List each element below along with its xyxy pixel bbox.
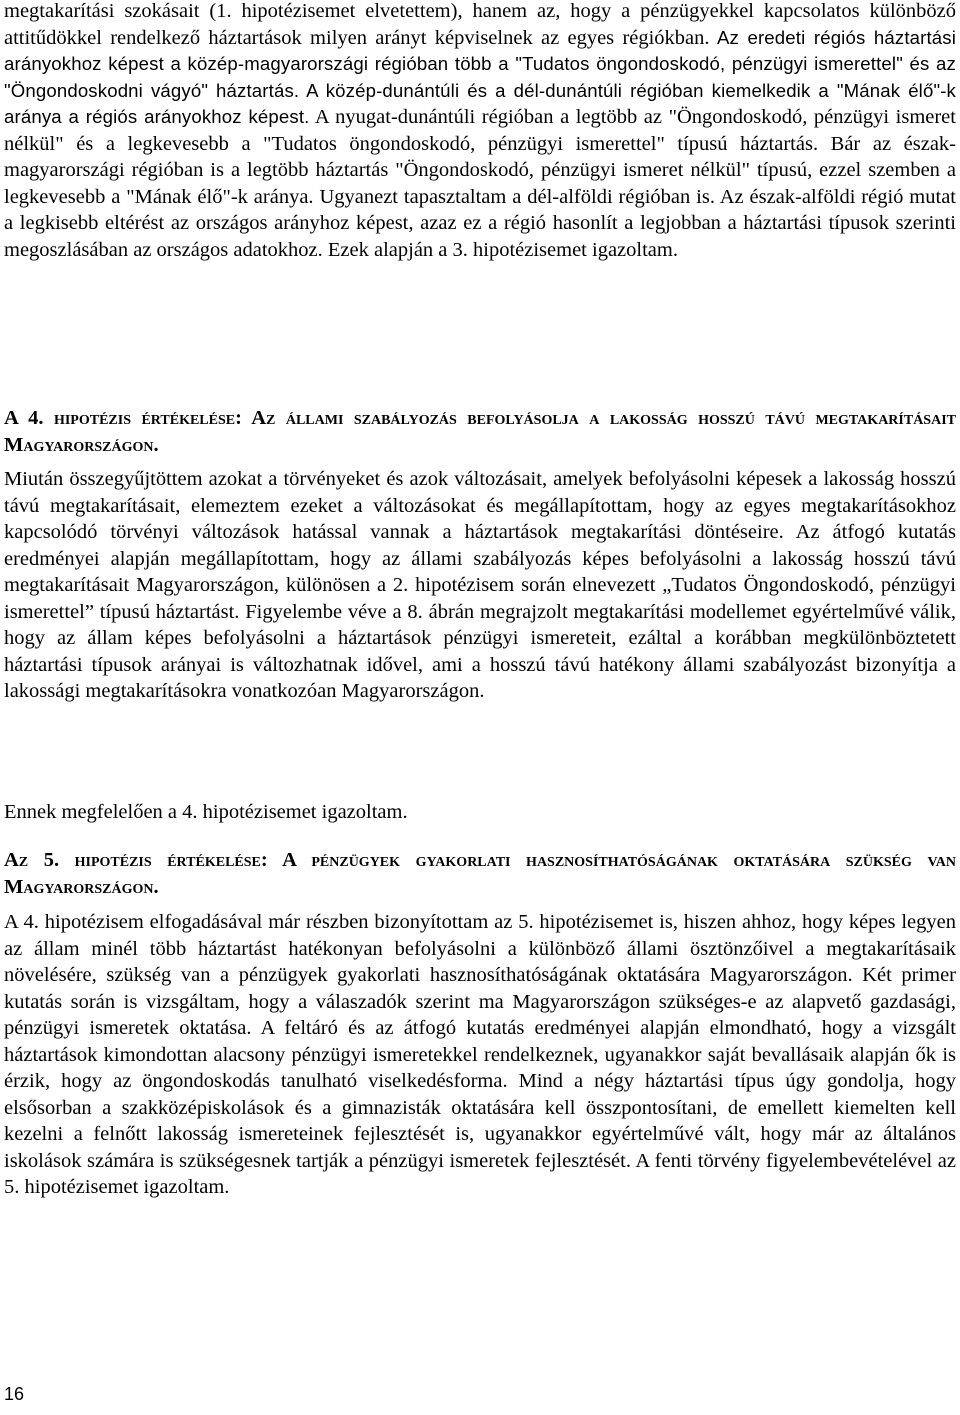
paragraph-hypothesis-4-evaluation: Miután összegyűjtöttem azokat a törvényeket és azok változásait, amelyek befolyásolni képesek a lakosság hosszú távú megtakarításait, elemeztem ezeket a változásokat és megállapítottam, hogy az egyes megtakarításokhoz kapcsolódó törvényi változások hatással vannak a háztartások megtakarítási döntéseire. Az átfogó kutatás eredményei alapján megállapítottam, hogy az állami szabályozás képes befolyásolni a lakosság hosszú távú megtakarításait Magyarországon, különösen a 2. hipotézisem során elnevezett „Tudatos Öngondoskodó, pénzügyi ismerettel” típusú háztartást. Figyelembe véve a 8. ábrán megrajzolt megtakarítási modellemet egyértelművé válik, hogy az állam képes befolyásolni a háztartások pénzügyi ismereteit, ezáltal a korábban megkülönböztetett háztartási típusok arányai is változhatnak idővel, ami a hosszú távú hatékony állami szabályozást bizonyítja a lakossági megtakarításokra vonatkozóan Magyarországon.	[4, 468, 956, 702]
page-number: 16	[4, 1384, 25, 1404]
paragraph-regional-analysis-part-3: A nyugat-dunántúli régióban a legtöbb az "Öngondoskodó, pénzügyi ismeret nélkül" és a legkevesebb a "Tudatos öngondoskodó, pénzügyi ismerettel" típusú háztartás. Bár az észak-magyarországi régióban is a legtöbb háztartás "Öngondoskodó, pénzügyi ismeret nélkül" típusú, ezzel szemben a legkevesebb a "Mának élő"-k aránya. Ugyanezt tapasztaltam a dél-alföldi régióban is. Az észak-alföldi régió mutat a legkisebb eltérést az országos arányhoz képest, azaz ez a régió hasonlít a legjobban a háztartási típusok szerinti megoszlásában az országos adatokhoz. Ezek alapján a 3. hipotézisemet igazoltam.	[4, 106, 956, 261]
paragraph-regional-analysis	[4, 0, 956, 263]
paragraph-regional-analysis-part-2: Az eredeti régiós háztartási arányokhoz képest a közép-magyarországi régióban több a "Tudatos öngondoskodó, pénzügyi ismerettel" és az "Öngondoskodni vágyó" háztartás. A közép-dunántúli és a dél-dunántúli régióban kiemelkedik a "Mának élő"-k aránya a régiós arányokhoz képest.	[4, 26, 956, 127]
paragraph-hypothesis-4-conclusion: Ennek megfelelően a 4. hipotézisemet igazoltam.	[4, 801, 408, 823]
paragraph-hypothesis-5-evaluation: A 4. hipotézisem elfogadásával már részben bizonyítottam az 5. hipotézisemet is, hiszen ahhoz, hogy képes legyen az állam minél több háztartást hatékonyan befolyásolni a különböző állami ösztönzőivel a megtakarításaik növelésére, szükség van a pénzügyek gyakorlati hasznosíthatóságának oktatására Magyarországon. Két primer kutatás során is vizsgáltam, hogy a válaszadók szerint ma Magyarországon szükséges-e az alapvető gazdasági, pénzügyi ismeretek oktatása. A feltáró és az átfogó kutatás eredményei alapján elmondható, hogy a vizsgált háztartások kimondottan alacsony pénzügyi ismeretekkel rendelkeznek, ugyanakkor saját bevallásaik alapján ők is érzik, hogy az öngondoskodás tanulható viselkedésforma. Mind a négy háztartási típus úgy gondolja, hogy elsősorban a szakközépiskolások és a gimnazisták oktatására kell összpontosítani, de emellett kiemelten kell kezelni a felnőtt lakosság ismereteinek fejlesztését is, ugyanakkor egyértelművé vált, hogy már az általános iskolások számára is szükségesnek tartják a pénzügyi ismeretek fejlesztését. A fenti törvény figyelembevételével az 5. hipotézisemet igazoltam.	[4, 911, 956, 1198]
section-heading-hypothesis-4: A 4. hipotézis értékelése: Az állami szabályozás befolyásolja a lakosság hosszú távú megtakarításait Magyarországon.	[4, 407, 956, 456]
paragraph-regional-analysis-part-1: megtakarítási szokásait (1. hipotézisemet elvetettem), hanem az, hogy a pénzügyekkel kapcsolatos különböző attitűdökkel rendelkező háztartások milyen arányt képviselnek az egyes régiókban.	[4, 0, 956, 49]
section-heading-hypothesis-5: Az 5. hipotézis értékelése: A pénzügyek gyakorlati hasznosíthatóságának oktatására szükség van Magyarországon.	[4, 849, 956, 898]
